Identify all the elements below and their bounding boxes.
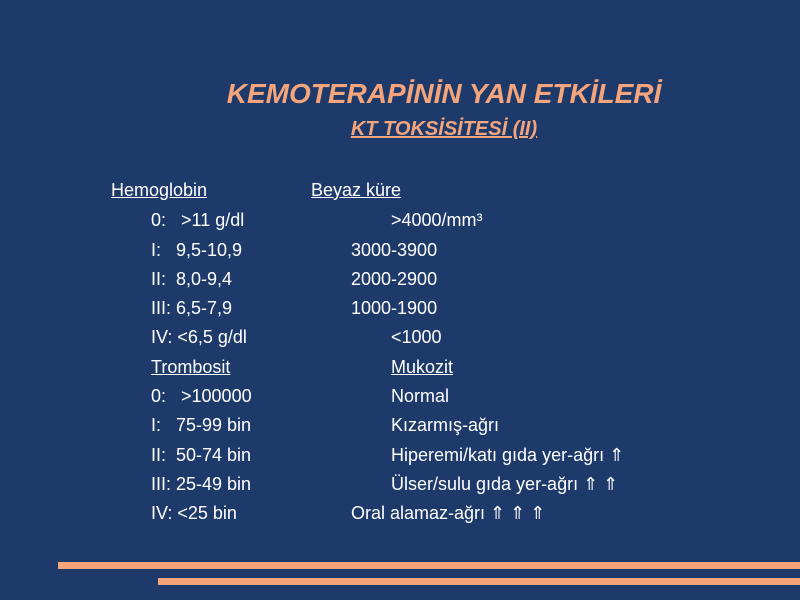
trombosit-grade-1: I: 75-99 bin: [151, 415, 252, 435]
hemoglobin-grade-2: II: 8,0-9,4: [151, 269, 233, 289]
beyaz-kure-grade-4: <1000: [391, 327, 442, 347]
beyaz-kure-header: Beyaz küre: [311, 180, 402, 200]
decorative-bar-top: [58, 562, 800, 569]
trombosit-header: Trombosit: [151, 357, 231, 377]
slide-subtitle: KT TOKSİSİTESİ (II): [350, 118, 538, 140]
slide-title: KEMOTERAPİNİN YAN ETKİLERİ: [226, 78, 662, 109]
mukozit-grade-0: Normal: [391, 386, 450, 406]
mukozit-grade-1: Kızarmış-ağrı: [391, 415, 500, 435]
beyaz-kure-grade-3: 1000-1900: [351, 298, 438, 318]
hemoglobin-header: Hemoglobin: [111, 180, 208, 200]
decorative-bar-bottom: [158, 578, 800, 585]
mukozit-grade-3: Ülser/sulu gıda yer-ağrı ⇑ ⇑: [391, 474, 619, 494]
hemoglobin-grade-4: IV: <6,5 g/dl: [151, 327, 247, 347]
hemoglobin-grade-1: I: 9,5-10,9: [151, 240, 243, 260]
beyaz-kure-grade-2: 2000-2900: [351, 269, 438, 289]
beyaz-kure-grade-1: 3000-3900: [351, 240, 438, 260]
trombosit-grade-4: IV: <25 bin: [151, 503, 237, 523]
hemoglobin-grade-3: III: 6,5-7,9: [151, 298, 233, 318]
trombosit-grade-0: 0: >100000: [151, 386, 252, 406]
mukozit-header: Mukozit: [391, 357, 454, 377]
trombosit-grade-2: II: 50-74 bin: [151, 445, 252, 465]
beyaz-kure-grade-0: >4000/mm³: [391, 210, 483, 230]
trombosit-grade-3: III: 25-49 bin: [151, 474, 252, 494]
mukozit-grade-4: Oral alamaz-ağrı ⇑ ⇑ ⇑: [351, 503, 546, 523]
mukozit-grade-2: Hiperemi/katı gıda yer-ağrı ⇑: [391, 445, 625, 465]
hemoglobin-grade-0: 0: >11 g/dl: [151, 210, 245, 230]
